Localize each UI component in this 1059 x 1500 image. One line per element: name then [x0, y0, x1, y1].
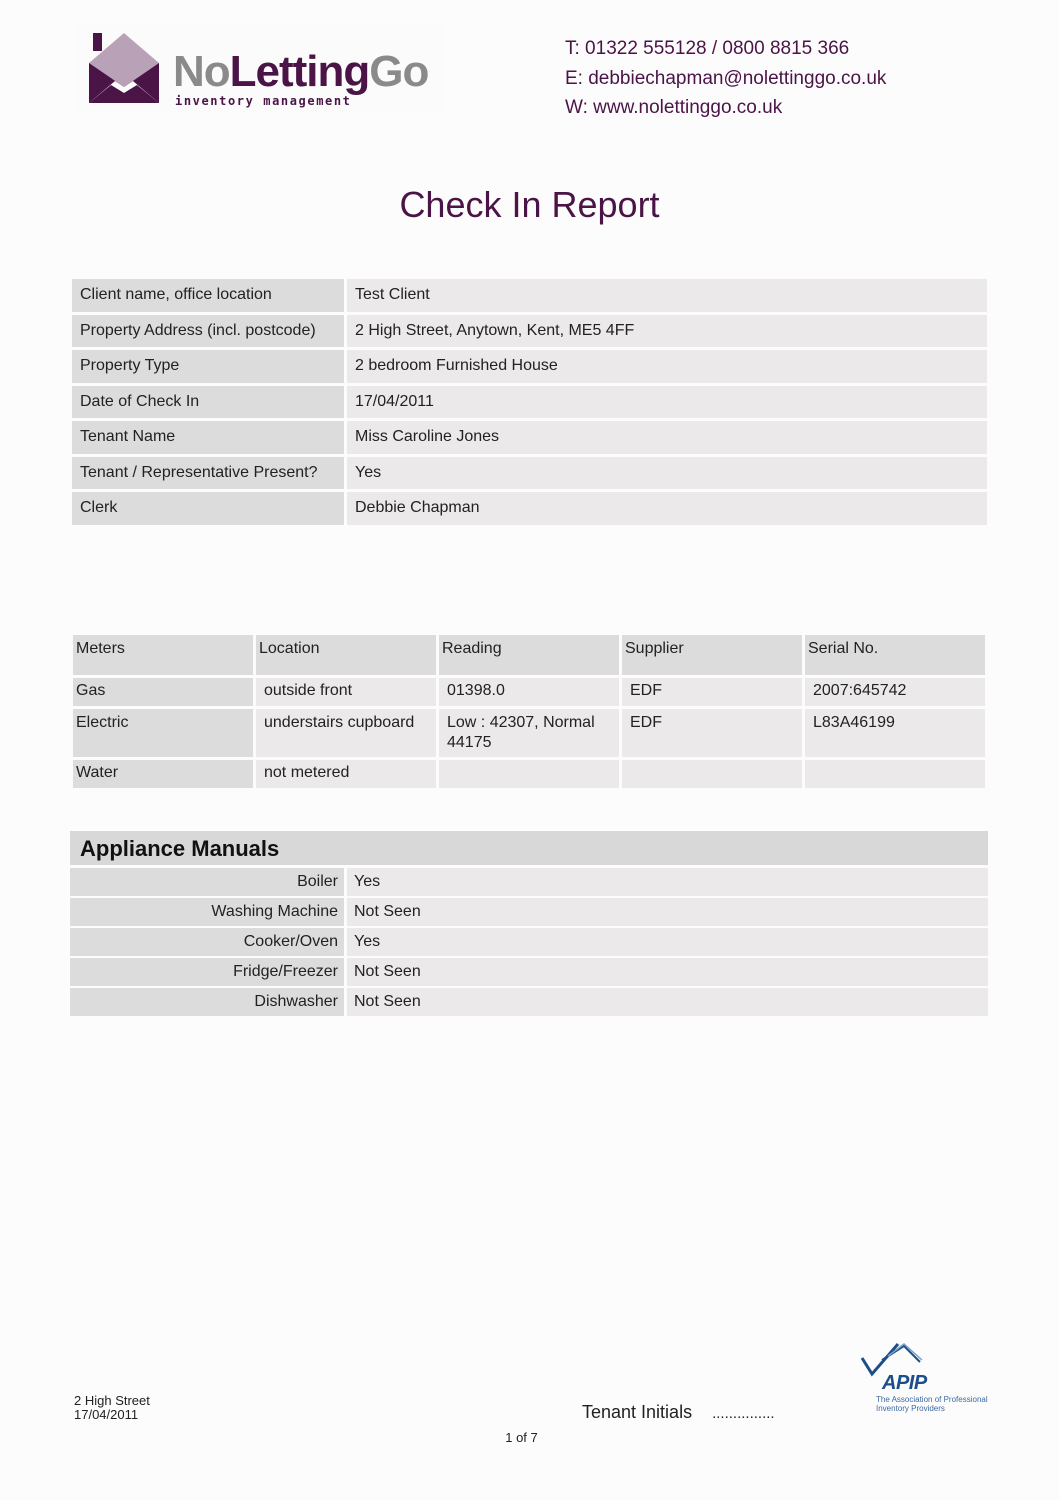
meter-supplier: EDF	[622, 678, 802, 706]
contact-website[interactable]: W: www.nolettinggo.co.uk	[565, 97, 783, 118]
appliance-label: Fridge/Freezer	[70, 958, 344, 986]
table-row	[72, 457, 987, 490]
table-row	[70, 928, 988, 956]
logo-wordmark: NoLettingGo	[173, 47, 429, 96]
company-logo	[75, 24, 445, 112]
tenant-initials-label: Tenant Initials	[582, 1402, 693, 1422]
detail-label: Tenant Name	[72, 421, 344, 454]
apip-fullname: The Association of Professional Inventory Providers	[876, 1395, 988, 1413]
table-row	[72, 492, 987, 525]
property-details-table	[72, 276, 987, 528]
meters-table	[70, 632, 988, 791]
meter-reading: Low : 42307, Normal 44175	[439, 709, 619, 757]
detail-label: Clerk	[72, 492, 344, 525]
meter-location: understairs cupboard	[256, 709, 436, 757]
appliance-label: Cooker/Oven	[70, 928, 344, 956]
table-header-row	[73, 635, 985, 675]
table-row	[73, 709, 985, 757]
table-row	[70, 958, 988, 986]
footer-address: 2 High Street	[74, 1393, 150, 1408]
appliance-label: Washing Machine	[70, 898, 344, 926]
detail-label: Client name, office location	[72, 279, 344, 312]
tenant-initials-field[interactable]: ...............	[712, 1405, 775, 1422]
table-row	[72, 386, 987, 419]
detail-label: Tenant / Representative Present?	[72, 457, 344, 490]
detail-label: Date of Check In	[72, 386, 344, 419]
meter-location: not metered	[256, 760, 436, 788]
table-row	[70, 898, 988, 926]
column-header-location: Location	[256, 635, 436, 675]
appliance-value: Not Seen	[344, 958, 988, 986]
meter-type: Water	[73, 760, 253, 788]
meter-supplier	[622, 760, 802, 788]
column-header-serial: Serial No.	[805, 635, 985, 675]
appliance-value: Not Seen	[344, 988, 988, 1016]
column-header-supplier: Supplier	[622, 635, 802, 675]
table-row	[73, 760, 985, 788]
detail-value: Yes	[344, 457, 987, 490]
detail-value: 2 bedroom Furnished House	[344, 350, 987, 383]
table-row	[72, 279, 987, 312]
detail-value: Debbie Chapman	[344, 492, 987, 525]
appliance-value: Yes	[344, 868, 988, 896]
meter-supplier: EDF	[622, 709, 802, 757]
appliance-label: Boiler	[70, 868, 344, 896]
table-row	[72, 350, 987, 383]
detail-value: 17/04/2011	[344, 386, 987, 419]
tenant-initials	[582, 1402, 775, 1423]
logo-tagline: inventory management	[175, 94, 352, 108]
apip-logo	[858, 1340, 998, 1420]
meter-reading	[439, 760, 619, 788]
table-row	[70, 868, 988, 896]
meter-type: Gas	[73, 678, 253, 706]
apip-wordmark: APIP	[882, 1372, 927, 1394]
appliance-manuals-table	[70, 866, 988, 1018]
page-number: 1 of 7	[505, 1430, 538, 1445]
contact-phone: T: 01322 555128 / 0800 8815 366	[565, 38, 850, 59]
detail-value: 2 High Street, Anytown, Kent, ME5 4FF	[344, 315, 987, 348]
appliance-label: Dishwasher	[70, 988, 344, 1016]
envelope-house-icon	[85, 29, 163, 107]
column-header-reading: Reading	[439, 635, 619, 675]
detail-value: Test Client	[344, 279, 987, 312]
detail-value: Miss Caroline Jones	[344, 421, 987, 454]
detail-label: Property Address (incl. postcode)	[72, 315, 344, 348]
table-row	[73, 678, 985, 706]
meter-location: outside front	[256, 678, 436, 706]
table-row	[70, 988, 988, 1016]
page-title: Check In Report	[399, 184, 660, 225]
appliance-manuals-heading: Appliance Manuals	[70, 831, 988, 865]
appliance-value: Not Seen	[344, 898, 988, 926]
table-row	[72, 315, 987, 348]
meter-serial: L83A46199	[805, 709, 985, 757]
contact-block	[565, 34, 886, 123]
contact-email[interactable]: E: debbiechapman@nolettinggo.co.uk	[565, 67, 887, 89]
table-row	[72, 421, 987, 454]
meter-type: Electric	[73, 709, 253, 757]
detail-label: Property Type	[72, 350, 344, 383]
meter-reading: 01398.0	[439, 678, 619, 706]
footer-date: 17/04/2011	[74, 1407, 139, 1422]
meter-serial: 2007:645742	[805, 678, 985, 706]
column-header-meters: Meters	[73, 635, 253, 675]
appliance-value: Yes	[344, 928, 988, 956]
footer-address-block	[74, 1394, 150, 1422]
meter-serial	[805, 760, 985, 788]
